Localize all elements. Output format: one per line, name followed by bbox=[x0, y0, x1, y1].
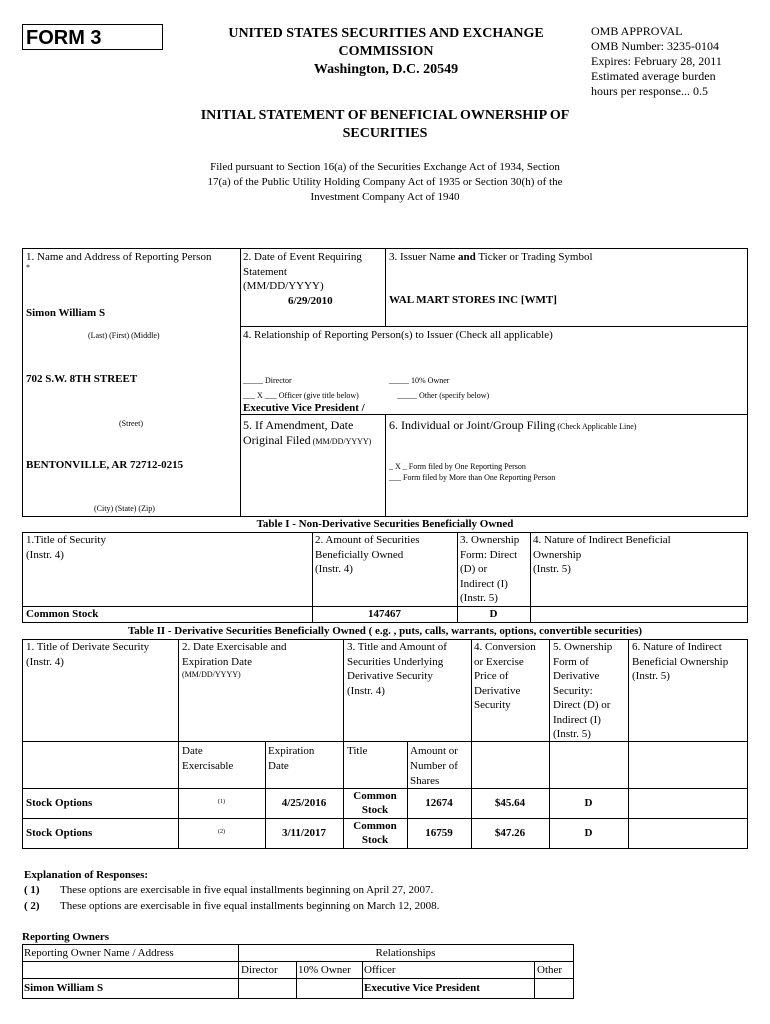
underlying-title-line: Stock bbox=[361, 834, 389, 846]
owners-col-relationships: Relationships bbox=[375, 947, 436, 959]
table2-col5-line: (Instr. 5) bbox=[553, 728, 591, 740]
table2-col3-line: Derivative Security bbox=[347, 670, 433, 682]
agency-line-3: Washington, D.C. 20549 bbox=[313, 62, 459, 77]
table2-col2-line: 2. Date Exercisable and bbox=[182, 641, 287, 653]
reporting-person-name: Simon William S bbox=[26, 307, 106, 319]
rule bbox=[747, 532, 748, 622]
table2-col2-header bbox=[182, 640, 286, 680]
table2-col4-line: Price of bbox=[474, 670, 509, 682]
derivative-title: Stock Options bbox=[26, 827, 93, 839]
table1-col3-line: (Instr. 5) bbox=[460, 592, 498, 604]
rule bbox=[22, 639, 23, 848]
rule bbox=[22, 848, 748, 849]
table1-col3-line: Form: Direct bbox=[460, 548, 518, 561]
form-label: FORM 3 bbox=[22, 24, 163, 50]
subheader-date-exercisable bbox=[182, 744, 233, 774]
security-amount: 147467 bbox=[368, 608, 401, 620]
list-item bbox=[24, 882, 439, 898]
subheader-expiration bbox=[268, 744, 314, 774]
subheader-line: Exercisable bbox=[182, 760, 234, 772]
subheader-line: Number of bbox=[410, 760, 458, 772]
box2-label-3: (MM/DD/YYYY) bbox=[243, 280, 324, 292]
owners-sub-officer: Officer bbox=[364, 964, 396, 976]
rule bbox=[296, 961, 297, 999]
rule bbox=[22, 978, 574, 979]
filed-line-3: Investment Company Act of 1940 bbox=[310, 191, 460, 203]
owners-sub-ten: 10% Owner bbox=[298, 964, 351, 976]
table2-col3-line: Securities Underlying bbox=[347, 655, 444, 668]
reporting-person-city: BENTONVILLE, AR 72712-0215 bbox=[26, 459, 184, 471]
table1-col2-line: Beneficially Owned bbox=[315, 548, 404, 561]
table2-col6-line: Beneficial Ownership bbox=[632, 655, 729, 668]
reporting-person-street: 702 S.W. 8TH STREET bbox=[26, 373, 138, 385]
table2-col6-line: 6. Nature of Indirect bbox=[632, 641, 722, 653]
owners-heading: Reporting Owners bbox=[22, 931, 110, 943]
omb-line-1: OMB APPROVAL bbox=[591, 24, 683, 38]
table1-col2-line: (Instr. 4) bbox=[315, 563, 353, 575]
table1-col3-line: 3. Ownership bbox=[460, 534, 520, 546]
event-date: 6/29/2010 bbox=[288, 295, 333, 307]
explanation-heading: Explanation of Responses: bbox=[24, 869, 149, 881]
rule bbox=[628, 639, 629, 848]
box2-label bbox=[243, 250, 362, 294]
table2-col4-line: Security bbox=[474, 699, 511, 711]
omb-line-4: Estimated average burden bbox=[591, 69, 716, 83]
omb-line-2: OMB Number: 3235-0104 bbox=[591, 39, 719, 53]
omb-approval bbox=[591, 24, 761, 99]
ten-pct-check: _____ 10% Owner bbox=[389, 376, 450, 385]
table1-col2-header bbox=[315, 533, 420, 577]
officer-check: ___ X ___ Officer (give title below) bbox=[243, 391, 359, 400]
footnote-text: These options are exercisable in five equal installments beginning on April 27, 2007. bbox=[60, 884, 434, 896]
security-title: Common Stock bbox=[26, 608, 99, 620]
ownership-form: D bbox=[584, 797, 593, 809]
table2-col2-hint: (MM/DD/YYYY) bbox=[182, 670, 241, 679]
underlying-shares: 12674 bbox=[425, 797, 453, 809]
table2-col2-line: Expiration Date bbox=[182, 655, 252, 668]
table2-col5-line: Security: bbox=[553, 684, 593, 697]
box5-hint: (MM/DD/YYYY) bbox=[310, 437, 372, 446]
rule bbox=[530, 532, 531, 622]
box1-label: 1. Name and Address of Reporting Person bbox=[26, 251, 212, 263]
street-hint: (Street) bbox=[119, 419, 143, 428]
rule bbox=[22, 944, 574, 945]
name-hint: (Last) (First) (Middle) bbox=[88, 331, 160, 340]
rule bbox=[471, 639, 472, 848]
filed-line-2: 17(a) of the Public Utility Holding Company Act of 1935 or Section 30(h) of the bbox=[207, 176, 563, 188]
officer-title: Executive Vice President / bbox=[243, 402, 365, 414]
table2-col6-header bbox=[632, 640, 728, 684]
subheader-title: Title bbox=[347, 745, 368, 757]
form-title bbox=[180, 107, 590, 143]
agency-line-1: UNITED STATES SECURITIES AND EXCHANGE bbox=[228, 26, 544, 41]
box2-label-2: Statement bbox=[243, 265, 287, 278]
other-check: _____ Other (specify below) bbox=[397, 391, 490, 400]
rule bbox=[385, 414, 386, 516]
rule bbox=[22, 961, 574, 962]
rule bbox=[240, 326, 748, 327]
subheader-line: Date bbox=[268, 760, 289, 772]
table1-title: Table I - Non-Derivative Securities Beneficially Owned bbox=[256, 518, 514, 530]
table2-col4-line: Derivative bbox=[474, 684, 521, 697]
rule bbox=[385, 248, 386, 326]
rule bbox=[573, 944, 574, 999]
rule bbox=[178, 639, 179, 848]
filed-line-1: Filed pursuant to Section 16(a) of the Securities Exchange Act of 1934, Section bbox=[210, 161, 560, 173]
subheader-line: Expiration bbox=[268, 745, 315, 757]
table1-col3-line: (D) or bbox=[460, 563, 488, 575]
issuer-name: WAL MART STORES INC [WMT] bbox=[389, 294, 557, 306]
box3-label bbox=[389, 250, 593, 265]
table2-col1-header bbox=[26, 640, 149, 669]
rule bbox=[22, 516, 748, 517]
rule bbox=[22, 532, 23, 622]
table2-col3-line: 3. Title and Amount of bbox=[347, 641, 447, 653]
filing-option-one: _ X _ Form filed by One Reporting Person bbox=[389, 462, 526, 471]
box5-label-1: 5. If Amendment, Date bbox=[243, 418, 354, 432]
rule bbox=[22, 741, 748, 742]
form-title-line-1: INITIAL STATEMENT OF BENEFICIAL OWNERSHIP OF bbox=[200, 108, 570, 123]
table2-col6-line: (Instr. 5) bbox=[632, 670, 670, 682]
derivative-title: Stock Options bbox=[26, 797, 93, 809]
footnote-ref[interactable]: (1) bbox=[218, 799, 225, 805]
rule bbox=[22, 944, 23, 999]
box6-hint: (Check Applicable Line) bbox=[555, 422, 637, 431]
underlying-title-line: Stock bbox=[361, 804, 389, 816]
filing-option-multiple: ___ Form filed by More than One Reporting Person bbox=[389, 473, 556, 482]
box5-label bbox=[243, 418, 371, 448]
box5-label-2: Original Filed bbox=[243, 433, 311, 447]
subheader-line: Date bbox=[182, 745, 203, 757]
form-title-line-2: SECURITIES bbox=[342, 126, 428, 141]
footnote-ref[interactable]: (2) bbox=[218, 829, 225, 835]
table1-col3-header bbox=[460, 533, 519, 606]
owner-name: Simon William S bbox=[24, 982, 104, 994]
rule bbox=[240, 248, 241, 517]
underlying-shares: 16759 bbox=[425, 827, 453, 839]
box3-label-post: Ticker or Trading Symbol bbox=[475, 251, 593, 263]
rule bbox=[22, 622, 748, 623]
table1-col4-line: Ownership bbox=[533, 548, 582, 561]
exercise-price: $47.26 bbox=[494, 827, 526, 839]
table1-col1-line: (Instr. 4) bbox=[26, 548, 64, 561]
table2-col4-line: or Exercise bbox=[474, 655, 524, 668]
owners-sub-director: Director bbox=[241, 964, 278, 976]
exercise-price: $45.64 bbox=[494, 797, 526, 809]
table1-col4-header bbox=[533, 533, 671, 577]
table1-col1-header bbox=[26, 533, 106, 562]
subheader-amount bbox=[410, 744, 458, 789]
expiration-date: 4/25/2016 bbox=[281, 797, 327, 809]
rule bbox=[362, 961, 363, 999]
city-hint: (City) (State) (Zip) bbox=[94, 504, 155, 513]
owner-officer: Executive Vice President bbox=[364, 982, 480, 994]
table1-col4-line: (Instr. 5) bbox=[533, 563, 571, 575]
table2-col4-header bbox=[474, 640, 536, 713]
table2-col5-header bbox=[553, 640, 612, 742]
rule bbox=[22, 248, 23, 517]
underlying-title bbox=[343, 819, 407, 847]
footnote-number: ( 1) bbox=[24, 884, 40, 896]
table1-col3-line: Indirect (I) bbox=[460, 577, 508, 590]
list-item bbox=[24, 898, 439, 914]
rule bbox=[549, 639, 550, 848]
omb-line-3: Expires: February 28, 2011 bbox=[591, 54, 722, 68]
table2-col5-line: 5. Ownership bbox=[553, 641, 613, 653]
filed-pursuant bbox=[175, 160, 595, 205]
owners-sub-other: Other bbox=[537, 964, 563, 976]
footnote-text: These options are exercisable in five equal installments beginning on March 12, 2008. bbox=[60, 900, 440, 912]
subheader-line: Shares bbox=[410, 775, 440, 787]
box6-label-main: 6. Individual or Joint/Group Filing bbox=[389, 418, 556, 432]
table2-col1-line: 1. Title of Derivate Security bbox=[26, 641, 150, 653]
table1-col4-line: 4. Nature of Indirect Beneficial bbox=[533, 534, 671, 546]
underlying-title-line: Common bbox=[353, 820, 397, 832]
table2-col3-line: (Instr. 4) bbox=[347, 684, 385, 697]
omb-line-5: hours per response... 0.5 bbox=[591, 84, 708, 98]
table2-col5-line: Indirect (I) bbox=[553, 713, 601, 726]
director-check: _____ Director bbox=[243, 376, 292, 385]
box2-label-1: 2. Date of Event Requiring bbox=[243, 251, 362, 263]
agency-header bbox=[200, 25, 572, 79]
footnote-number: ( 2) bbox=[24, 900, 40, 912]
subheader-line: Amount or bbox=[410, 745, 458, 757]
table2-col5-line: Form of bbox=[553, 655, 589, 668]
agency-line-2: COMMISSION bbox=[338, 44, 434, 59]
table2-col4-line: 4. Conversion bbox=[474, 641, 536, 653]
rule bbox=[534, 961, 535, 999]
owners-col-name: Reporting Owner Name / Address bbox=[24, 947, 174, 959]
underlying-title bbox=[343, 789, 407, 817]
expiration-date: 3/11/2017 bbox=[281, 827, 326, 839]
box1-mark: * bbox=[26, 263, 30, 272]
box4-label: 4. Relationship of Reporting Person(s) to Issuer (Check all applicable) bbox=[243, 329, 553, 341]
rule bbox=[22, 998, 574, 999]
box3-label-and: and bbox=[458, 251, 476, 263]
ownership-form: D bbox=[489, 608, 498, 620]
table2-title: Table II - Derivative Securities Beneficially Owned ( e.g. , puts, calls, warrants, options, convertible securities) bbox=[127, 625, 643, 637]
rule bbox=[747, 248, 748, 517]
table2-col3-header bbox=[347, 640, 447, 698]
box6-label bbox=[389, 418, 636, 433]
box3-label-pre: 3. Issuer Name bbox=[389, 251, 459, 263]
table1-col2-line: 2. Amount of Securities bbox=[315, 534, 420, 546]
table2-col5-line: Derivative bbox=[553, 670, 600, 682]
rule bbox=[747, 639, 748, 848]
ownership-form: D bbox=[584, 827, 593, 839]
explanation-list bbox=[24, 882, 439, 914]
table2-col5-line: Direct (D) or bbox=[553, 699, 611, 711]
underlying-title-line: Common bbox=[353, 790, 397, 802]
table1-col1-line: 1.Title of Security bbox=[26, 534, 106, 546]
table2-col1-line: (Instr. 4) bbox=[26, 655, 64, 668]
